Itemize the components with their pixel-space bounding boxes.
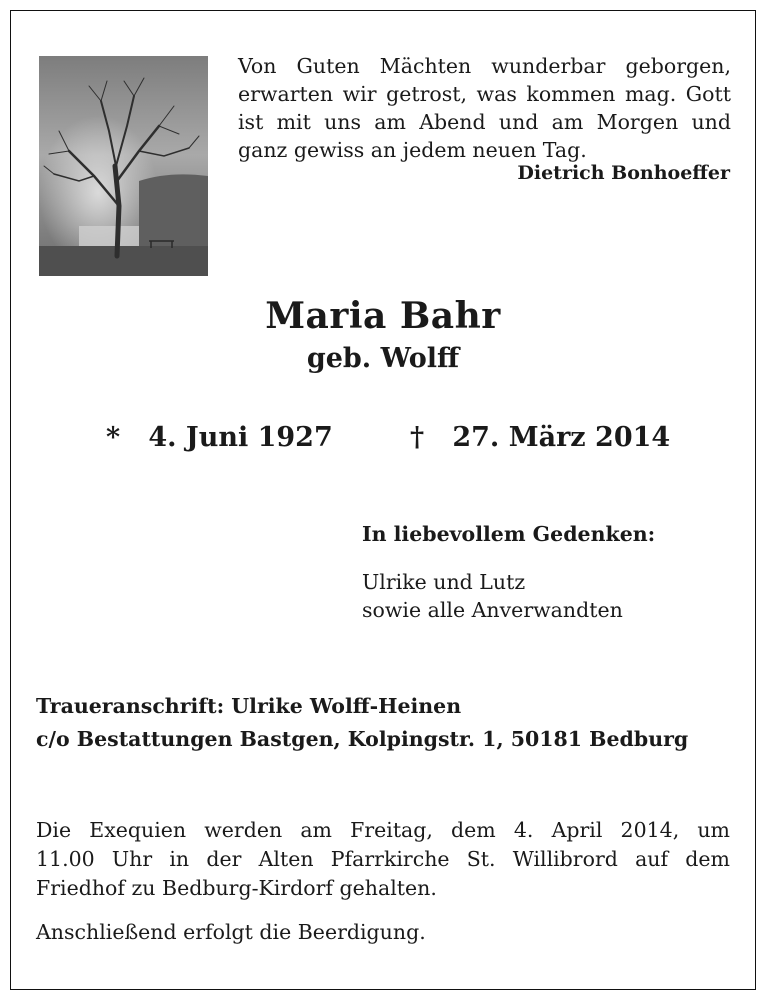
service-line: Friedhof zu Bedburg-Kirdorf gehalten. [36, 876, 437, 900]
quote-line: ist mit uns am Abend und am Morgen und [238, 110, 731, 134]
death-date-line [410, 422, 670, 453]
address-line-2: c/o Bestattungen Bastgen, Kolpingstr. 1, 50181 Bedburg [36, 727, 689, 751]
maiden-name: geb. Wolff [306, 343, 460, 374]
death-date: 27. März 2014 [452, 422, 671, 453]
birth-star-icon: * [106, 422, 121, 453]
mourners-list [362, 568, 623, 624]
service-line: 11.00 Uhr in der Alten Pfarrkirche St. Willibrord auf dem [36, 847, 730, 871]
mourning-address [36, 690, 688, 756]
funeral-service-text [36, 816, 730, 903]
memory-heading: In liebevollem Gedenken: [362, 522, 656, 546]
mourner-line: Ulrike und Lutz [362, 570, 526, 594]
quote-line: ganz gewiss an jedem neuen Tag. [238, 138, 587, 162]
burial-note: Anschließend erfolgt die Beerdigung. [36, 920, 426, 944]
death-cross-icon: † [410, 422, 425, 453]
mourner-line: sowie alle Anverwandten [362, 598, 623, 622]
quote-line: erwarten wir getrost, was kommen mag. Gott [238, 82, 731, 106]
quote-text [238, 52, 731, 164]
address-line-1: Traueranschrift: Ulrike Wolff-Heinen [36, 694, 462, 718]
service-line: Die Exequien werden am Freitag, dem 4. April 2014, um [36, 818, 730, 842]
birth-date-line [106, 422, 333, 453]
quote-author: Dietrich Bonhoeffer [517, 162, 730, 184]
birth-date: 4. Juni 1927 [148, 422, 333, 453]
deceased-name: Maria Bahr [265, 295, 501, 337]
tree-by-lake-photo [39, 56, 208, 276]
quote-line: Von Guten Mächten wunderbar geborgen, [238, 54, 731, 78]
